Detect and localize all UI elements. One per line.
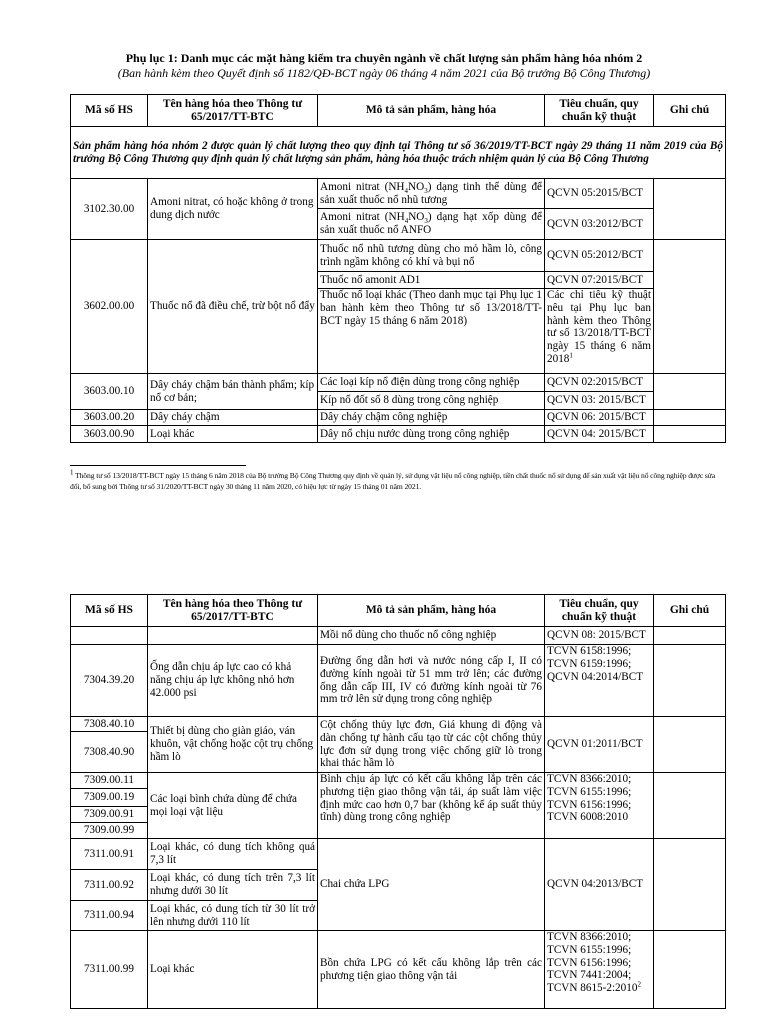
table-row [71, 240, 726, 272]
standard-line: TCVN 6159:1996; [547, 657, 632, 670]
description-text: NO [408, 180, 425, 193]
standard-cell: QCVN 01:2011/BCT [545, 717, 654, 773]
goods-name-cell: Thiết bị dùng cho giàn giáo, ván khuôn, vật chống hoặc cột trụ chống hầm lò [148, 717, 318, 773]
hs-code-cell: 7308.40.90 [71, 732, 148, 773]
standard-line: TCVN 6156:1996; [547, 956, 632, 969]
standard-line: TCVN 8615-2:2010 [547, 982, 638, 995]
standard-cell [545, 773, 654, 839]
table-row [71, 627, 726, 645]
hs-code-cell: 7311.00.94 [71, 901, 148, 931]
note-cell [654, 240, 726, 374]
hs-code-cell: 7309.00.19 [71, 789, 148, 807]
goods-name-cell: Các loại bình chứa dùng để chứa mọi loại vật liệu [148, 773, 318, 839]
subscript: 3 [424, 217, 428, 226]
header-hs-code: Mã số HS [71, 95, 148, 127]
description-cell [318, 179, 545, 209]
table-row [71, 374, 726, 392]
standard-line: TCVN 6155:1996; [547, 785, 632, 798]
description-text: Amoni nitrat (NH [320, 180, 405, 193]
description-cell: Thuốc nổ loại khác (Theo danh mục tại Phụ lục 1 ban hành kèm theo Thông tư số 13/2018/TT-BCT ngày 15 tháng 6 năm 2018) [318, 289, 545, 374]
standard-line: TCVN 6008:2010 [547, 811, 629, 824]
standard-cell: QCVN 03: 2015/BCT [545, 392, 654, 410]
note-cell [654, 645, 726, 717]
description-cell: Chai chứa LPG [318, 839, 545, 931]
description-text: ) dạng tinh thể dùng để sản xuất thuốc nổ nhũ tương [320, 180, 542, 206]
goods-name-cell [148, 627, 318, 645]
standard-cell: QCVN 07:2015/BCT [545, 272, 654, 289]
standard-cell: QCVN 02:2015/BCT [545, 374, 654, 392]
standard-cell: QCVN 05:2012/BCT [545, 240, 654, 272]
note-cell [654, 426, 726, 443]
header-standard: Tiêu chuẩn, quy chuẩn kỹ thuật [545, 595, 654, 627]
table-row [71, 773, 726, 789]
description-cell [318, 209, 545, 240]
hs-code-cell: 7304.39.20 [71, 645, 148, 717]
standard-line: TCVN 7441:2004; [547, 969, 632, 982]
hs-code-cell: 3603.00.10 [71, 374, 148, 410]
standard-cell: QCVN 04:2013/BCT [545, 839, 654, 931]
standard-cell: QCVN 08: 2015/BCT [545, 627, 654, 645]
header-standard: Tiêu chuẩn, quy chuẩn kỹ thuật [545, 95, 654, 127]
footnote [70, 470, 720, 492]
standard-line: QCVN 04:2014/BCT [547, 670, 644, 683]
standard-line: TCVN 6158:1996; [547, 645, 632, 657]
goods-name-cell: Loại khác [148, 426, 318, 443]
group-heading: Sản phẩm hàng hóa nhóm 2 được quản lý chất lượng theo quy định tại Thông tư số 36/2019/TT-BCT ngày 29 tháng 11 năm 2019 của Bộ trưởng Bộ Công Thương quy định quản lý chất lượng sản phẩm, hàng hóa thuộc trách nhiệm quản lý của Bộ Công Thương [71, 127, 726, 179]
standard-line: TCVN 6156:1996; [547, 798, 632, 811]
subscript: 4 [404, 217, 409, 226]
hs-code-cell: 7311.00.92 [71, 870, 148, 901]
table-row [71, 931, 726, 1009]
hs-code-cell: 3602.00.00 [71, 240, 148, 374]
standard-cell: QCVN 04: 2015/BCT [545, 426, 654, 443]
header-description: Mô tả sản phẩm, hàng hóa [318, 95, 545, 127]
note-cell [654, 410, 726, 426]
standard-line-with-ref [547, 982, 651, 995]
appendix-subtitle: (Ban hành kèm theo Quyết định số 1182/QĐ-BCT ngày 06 tháng 4 năm 2021 của Bộ trưởng Bộ Công Thương) [117, 66, 651, 80]
note-cell [654, 627, 726, 645]
note-cell [654, 839, 726, 931]
description-cell: Bồn chứa LPG có kết cấu không lắp trên các phương tiện giao thông vận tải [318, 931, 545, 1009]
table-row [71, 410, 726, 426]
note-cell [654, 773, 726, 839]
goods-name-cell: Loại khác, có dung tích trên 7,3 lít nhưng dưới 30 lít [148, 870, 318, 901]
standard-cell: QCVN 03:2012/BCT [545, 209, 654, 240]
description-text: NO [408, 211, 425, 224]
header-description: Mô tả sản phẩm, hàng hóa [318, 595, 545, 627]
standard-line: TCVN 8366:2010; [547, 773, 632, 785]
header-hs-code: Mã số HS [71, 595, 148, 627]
note-cell [654, 179, 726, 240]
footnote-reference: 1 [569, 351, 573, 360]
hs-code-cell: 7309.00.11 [71, 773, 148, 789]
description-cell: Kíp nổ đốt số 8 dùng trong công nghiệp [318, 392, 545, 410]
standard-line: TCVN 6155:1996; [547, 943, 632, 956]
hs-code-cell: 3102.30.00 [71, 179, 148, 240]
goods-name-cell: Loại khác, có dung tích từ 30 lít trở lên nhưng dưới 110 lít [148, 901, 318, 931]
note-cell [654, 931, 726, 1009]
header-note: Ghi chú [654, 95, 726, 127]
goods-name-cell: Amoni nitrat, có hoặc không ở trong dung dịch nước [148, 179, 318, 240]
hs-code-cell: 7311.00.99 [71, 931, 148, 1009]
hs-code-cell: 7311.00.91 [71, 839, 148, 870]
description-text: Amoni nitrat (NH [320, 211, 405, 224]
description-cell: Dây nổ chịu nước dùng trong công nghiệp [318, 426, 545, 443]
standard-text: Các chỉ tiêu kỹ thuật nêu tại Phụ lục ban hành kèm theo Thông tư số 13/2018/TT-BCT ngày 15 tháng 6 năm 2018 [547, 289, 651, 365]
goods-name-cell: Ống dẫn chịu áp lực cao có khả năng chịu áp lực không nhỏ hơn 42.000 psi [148, 645, 318, 717]
goods-name-cell: Thuốc nổ đã điều chế, trừ bột nổ đẩy [148, 240, 318, 374]
footnote-marker: 1 [70, 468, 74, 477]
header-goods-name: Tên hàng hóa theo Thông tư 65/2017/TT-BTC [148, 95, 318, 127]
hs-code-cell: 3603.00.20 [71, 410, 148, 426]
description-cell: Mồi nổ dùng cho thuốc nổ công nghiệp [318, 627, 545, 645]
goods-table-1 [70, 94, 726, 443]
goods-name-cell: Dây cháy chậm [148, 410, 318, 426]
footnote-reference: 2 [637, 980, 641, 989]
hs-code-cell [71, 627, 148, 645]
goods-name-cell: Loại khác [148, 931, 318, 1009]
description-cell: Các loại kíp nổ điện dùng trong công nghiệp [318, 374, 545, 392]
note-cell [654, 717, 726, 773]
description-cell: Thuốc nổ nhũ tương dùng cho mỏ hầm lò, công trình ngầm không có khí và bụi nổ [318, 240, 545, 272]
description-cell: Dây cháy chậm công nghiệp [318, 410, 545, 426]
standard-cell [545, 645, 654, 717]
table-row [71, 645, 726, 717]
description-cell: Đường ống dẫn hơi và nước nóng cấp I, II có đường kính ngoài từ 51 mm trở lên; các đường ống dẫn cấp III, IV có đường kính ngoài từ 76 mm trở lên sử dụng trong công nghiệp [318, 645, 545, 717]
description-cell: Bình chịu áp lực có kết cấu không lắp trên các phương tiện giao thông vận tải, áp suất làm việc định mức cao hơn 0,7 bar (không kể áp suất thủy tĩnh) dùng trong công nghiệp [318, 773, 545, 839]
table-row [71, 839, 726, 870]
goods-name-cell: Dây cháy chậm bán thành phẩm; kíp nổ cơ bản; [148, 374, 318, 410]
description-cell: Thuốc nổ amonit AD1 [318, 272, 545, 289]
note-cell [654, 374, 726, 410]
description-text: ) dạng hạt xốp dùng để sản xuất thuốc nổ ANFO [320, 211, 542, 236]
header-note: Ghi chú [654, 595, 726, 627]
description-cell: Cột chống thủy lực đơn, Giá khung di động và dàn chống tự hành cấu tạo từ các cột chống thủy lực đơn sử dụng trong việc chống giữ lò trong khai thác hầm lò [318, 717, 545, 773]
standard-cell [545, 289, 654, 374]
header-goods-name: Tên hàng hóa theo Thông tư 65/2017/TT-BTC [148, 595, 318, 627]
group-heading-row [71, 127, 726, 179]
table-header-row [71, 95, 726, 127]
table-row [71, 426, 726, 443]
hs-code-cell: 7309.00.91 [71, 807, 148, 823]
subscript: 3 [424, 186, 428, 195]
hs-code-cell: 3603.00.90 [71, 426, 148, 443]
standard-cell [545, 931, 654, 1009]
subscript: 4 [404, 186, 409, 195]
appendix-title: Phụ lục 1: Danh mục các mặt hàng kiểm tra chuyên ngành về chất lượng sản phẩm hàng hóa nhóm 2 [125, 51, 643, 65]
footnote-text: Thông tư số 13/2018/TT-BCT ngày 15 tháng 6 năm 2018 của Bộ trưởng Bộ Công Thương quy định về quản lý, sử dụng vật liệu nổ công nghiệp, tiền chất thuốc nổ sử dụng để sản xuất vật liệu nổ công nghiệp được sửa đổi, bổ sung bởi Thông tư số 31/2020/TT-BCT ngày 30 tháng 11 năm 2020, có hiệu lực từ ngày 15 tháng 01 năm 2021. [70, 471, 716, 491]
table-row [71, 179, 726, 209]
hs-code-cell: 7308.40.10 [71, 717, 148, 732]
goods-name-cell: Loại khác, có dung tích không quá 7,3 lít [148, 839, 318, 870]
standard-cell: QCVN 06: 2015/BCT [545, 410, 654, 426]
table-row [71, 717, 726, 732]
footnote-separator [70, 465, 246, 466]
standard-line: TCVN 8366:2010; [547, 931, 632, 943]
goods-table-2 [70, 594, 726, 1009]
table-header-row [71, 595, 726, 627]
standard-cell: QCVN 05:2015/BCT [545, 179, 654, 209]
hs-code-cell: 7309.00.99 [71, 823, 148, 839]
